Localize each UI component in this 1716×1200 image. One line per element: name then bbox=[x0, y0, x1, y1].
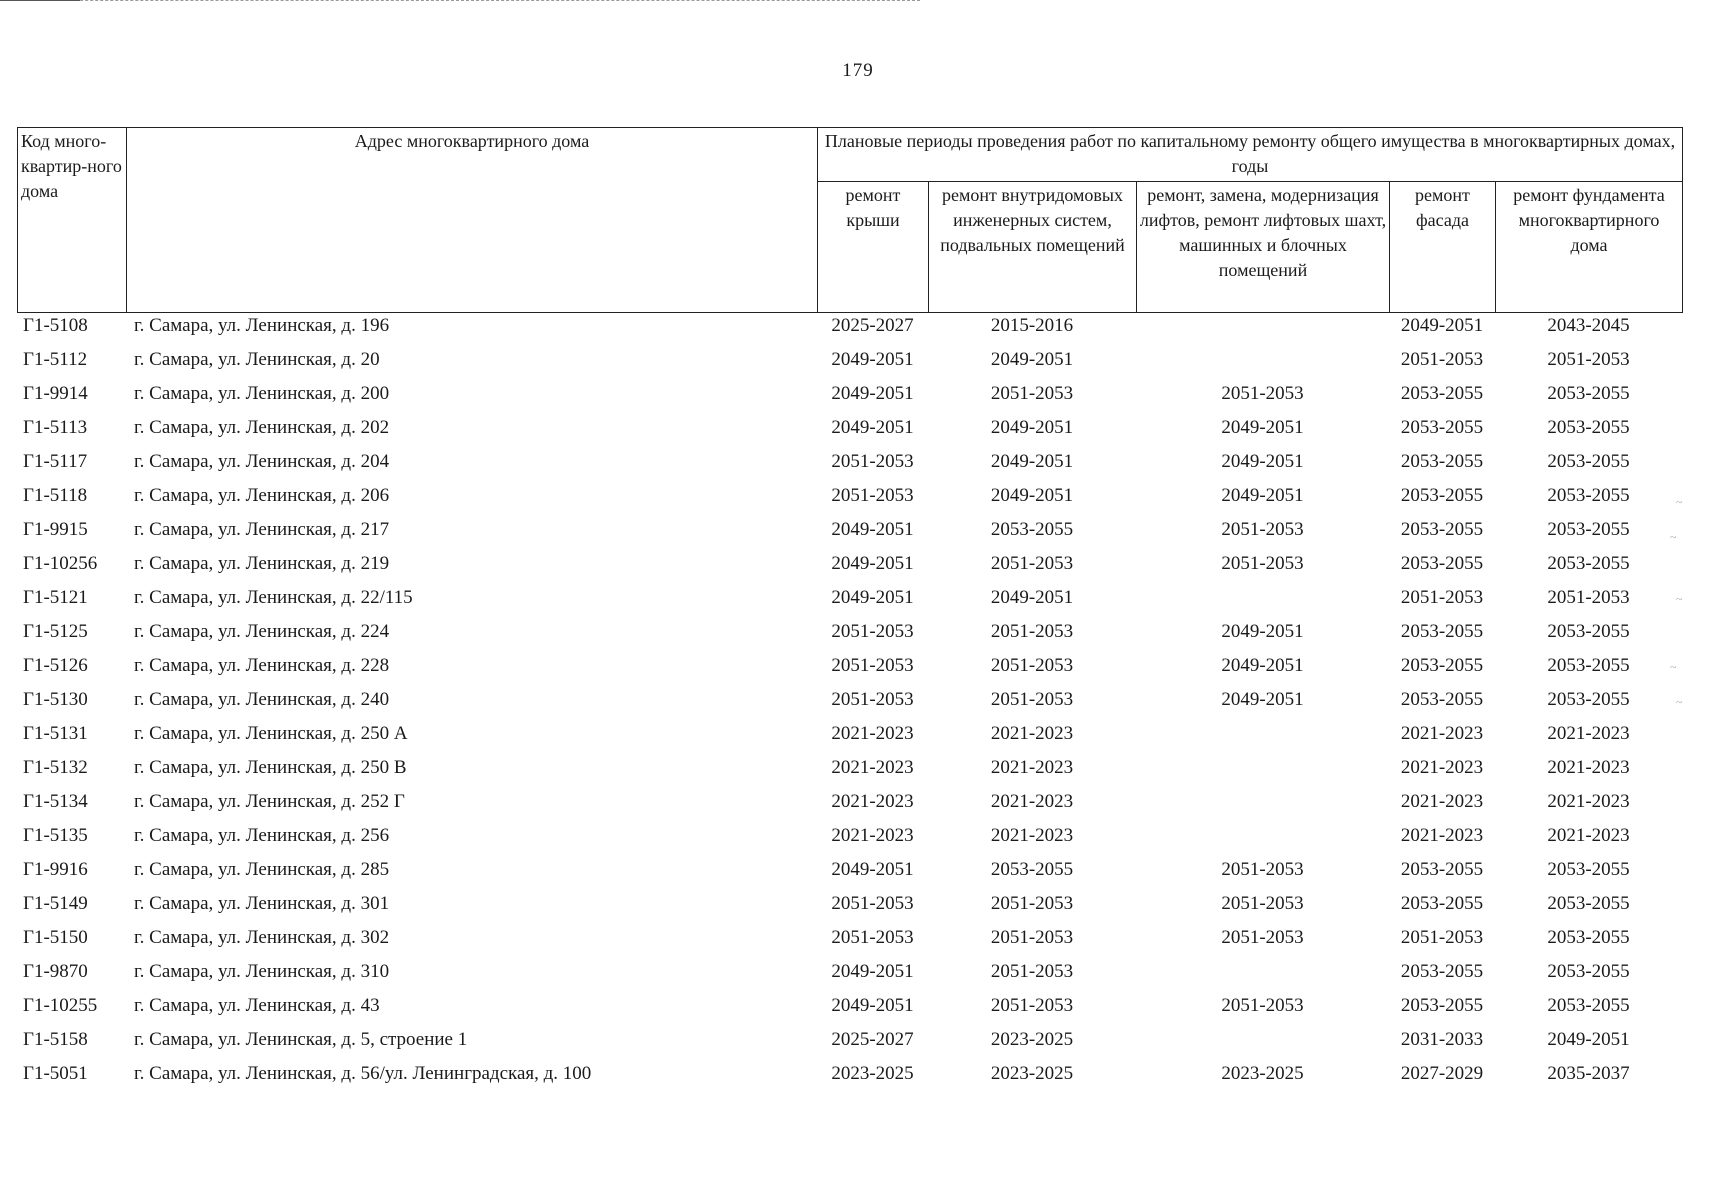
row-engineering-period: 2021-2023 bbox=[990, 757, 1074, 778]
row-facade-period: 2051-2053 bbox=[1400, 349, 1484, 370]
row-engineering-period: 2051-2053 bbox=[990, 927, 1074, 948]
row-code: Г1-9870 bbox=[23, 961, 88, 982]
row-roof-period: 2021-2023 bbox=[831, 825, 914, 846]
row-address: г. Самара, ул. Ленинская, д. 250 В bbox=[134, 757, 407, 778]
row-code: Г1-9916 bbox=[23, 859, 88, 880]
row-facade-period: 2053-2055 bbox=[1400, 621, 1484, 642]
table-row bbox=[17, 751, 1682, 785]
table-row bbox=[17, 683, 1682, 717]
row-elevators-period: 2049-2051 bbox=[1221, 451, 1304, 472]
row-elevators-period bbox=[1136, 343, 1389, 377]
row-engineering-period: 2049-2051 bbox=[990, 451, 1074, 472]
row-address: г. Самара, ул. Ленинская, д. 219 bbox=[134, 553, 390, 574]
row-facade-period: 2021-2023 bbox=[1400, 791, 1484, 812]
row-elevators-period bbox=[1136, 955, 1389, 989]
row-roof-period: 2021-2023 bbox=[831, 791, 914, 812]
row-elevators-period: 2051-2053 bbox=[1221, 995, 1304, 1016]
row-engineering-period: 2051-2053 bbox=[990, 689, 1074, 710]
table-row bbox=[17, 547, 1682, 581]
table-row bbox=[17, 989, 1682, 1023]
row-roof-period: 2049-2051 bbox=[831, 383, 914, 404]
row-foundation-period: 2053-2055 bbox=[1547, 417, 1630, 438]
row-engineering-period: 2051-2053 bbox=[990, 383, 1074, 404]
header-foundation: ремонт фундамента многоквартирного дома bbox=[1496, 182, 1683, 313]
row-foundation-period: 2053-2055 bbox=[1547, 893, 1630, 914]
row-roof-period: 2049-2051 bbox=[831, 349, 914, 370]
row-address: г. Самара, ул. Ленинская, д. 252 Г bbox=[134, 791, 405, 812]
row-address: г. Самара, ул. Ленинская, д. 200 bbox=[134, 383, 390, 404]
table-row bbox=[17, 649, 1682, 683]
table-row bbox=[17, 921, 1682, 955]
row-roof-period: 2049-2051 bbox=[831, 553, 914, 574]
row-facade-period: 2053-2055 bbox=[1400, 961, 1484, 982]
row-engineering-period: 2023-2025 bbox=[990, 1029, 1074, 1050]
row-elevators-period: 2051-2053 bbox=[1221, 927, 1304, 948]
table-row bbox=[17, 1057, 1682, 1091]
row-address: г. Самара, ул. Ленинская, д. 240 bbox=[134, 689, 390, 710]
scan-margin-mark: ~ bbox=[1676, 495, 1683, 509]
table-row bbox=[17, 717, 1682, 751]
scan-margin-mark: ~ bbox=[1670, 660, 1677, 674]
scan-margin-mark: ~ bbox=[1676, 695, 1683, 709]
row-code: Г1-5150 bbox=[23, 927, 88, 948]
row-code: Г1-5131 bbox=[23, 723, 88, 744]
row-engineering-period: 2049-2051 bbox=[990, 587, 1074, 608]
row-roof-period: 2025-2027 bbox=[831, 315, 914, 336]
table-row bbox=[17, 785, 1682, 819]
scan-top-rule bbox=[0, 0, 920, 1]
row-code: Г1-5051 bbox=[23, 1063, 88, 1084]
row-code: Г1-5121 bbox=[23, 587, 88, 608]
row-foundation-period: 2021-2023 bbox=[1547, 723, 1630, 744]
table-row bbox=[17, 513, 1682, 547]
row-address: г. Самара, ул. Ленинская, д. 301 bbox=[134, 893, 390, 914]
table-row bbox=[17, 887, 1682, 921]
row-roof-period: 2051-2053 bbox=[831, 451, 914, 472]
row-engineering-period: 2053-2055 bbox=[990, 859, 1074, 880]
table-row bbox=[17, 479, 1682, 513]
row-facade-period: 2021-2023 bbox=[1400, 825, 1484, 846]
row-code: Г1-5117 bbox=[23, 451, 88, 472]
table-row bbox=[17, 309, 1682, 343]
row-roof-period: 2051-2053 bbox=[831, 621, 914, 642]
page-number: 179 bbox=[842, 60, 874, 81]
row-foundation-period: 2021-2023 bbox=[1547, 791, 1630, 812]
row-foundation-period: 2053-2055 bbox=[1547, 621, 1630, 642]
row-code: Г1-5112 bbox=[23, 349, 88, 370]
row-facade-period: 2049-2051 bbox=[1400, 315, 1484, 336]
row-facade-period: 2021-2023 bbox=[1400, 723, 1484, 744]
row-elevators-period bbox=[1136, 819, 1389, 853]
row-address: г. Самара, ул. Ленинская, д. 204 bbox=[134, 451, 390, 472]
row-engineering-period: 2051-2053 bbox=[990, 893, 1074, 914]
row-facade-period: 2021-2023 bbox=[1400, 757, 1484, 778]
row-code: Г1-9915 bbox=[23, 519, 88, 540]
row-foundation-period: 2053-2055 bbox=[1547, 689, 1630, 710]
row-foundation-period: 2043-2045 bbox=[1547, 315, 1630, 336]
row-engineering-period: 2053-2055 bbox=[990, 519, 1074, 540]
row-code: Г1-5134 bbox=[23, 791, 88, 812]
row-elevators-period: 2051-2053 bbox=[1221, 519, 1304, 540]
row-foundation-period: 2035-2037 bbox=[1547, 1063, 1630, 1084]
row-code: Г1-5108 bbox=[23, 315, 88, 336]
row-code: Г1-5158 bbox=[23, 1029, 88, 1050]
row-elevators-period bbox=[1136, 1023, 1389, 1057]
header-periods-group: Плановые периоды проведения работ по капитальному ремонту общего имущества в многоквартирных домах, годы bbox=[818, 128, 1683, 182]
row-elevators-period bbox=[1136, 717, 1389, 751]
row-engineering-period: 2049-2051 bbox=[990, 349, 1074, 370]
table-row bbox=[17, 445, 1682, 479]
row-address: г. Самара, ул. Ленинская, д. 22/115 bbox=[134, 587, 413, 608]
row-roof-period: 2023-2025 bbox=[831, 1063, 914, 1084]
row-facade-period: 2053-2055 bbox=[1400, 859, 1484, 880]
row-address: г. Самара, ул. Ленинская, д. 256 bbox=[134, 825, 390, 846]
row-roof-period: 2051-2053 bbox=[831, 485, 914, 506]
row-elevators-period bbox=[1136, 581, 1389, 615]
row-roof-period: 2051-2053 bbox=[831, 655, 914, 676]
row-facade-period: 2053-2055 bbox=[1400, 553, 1484, 574]
row-elevators-period: 2049-2051 bbox=[1221, 621, 1304, 642]
data-table bbox=[17, 309, 1682, 1091]
table-row bbox=[17, 615, 1682, 649]
row-facade-period: 2051-2053 bbox=[1400, 587, 1484, 608]
row-address: г. Самара, ул. Ленинская, д. 206 bbox=[134, 485, 390, 506]
header-elevators: ремонт, замена, модернизация лифтов, ремонт лифтовых шахт, машинных и блочных помещений bbox=[1137, 182, 1390, 313]
row-elevators-period: 2049-2051 bbox=[1221, 655, 1304, 676]
row-foundation-period: 2021-2023 bbox=[1547, 757, 1630, 778]
row-elevators-period: 2051-2053 bbox=[1221, 893, 1304, 914]
scan-margin-mark: ~ bbox=[1670, 530, 1677, 544]
table-row bbox=[17, 343, 1682, 377]
row-elevators-period: 2049-2051 bbox=[1221, 417, 1304, 438]
row-address: г. Самара, ул. Ленинская, д. 196 bbox=[134, 315, 390, 336]
row-roof-period: 2049-2051 bbox=[831, 417, 914, 438]
row-code: Г1-9914 bbox=[23, 383, 88, 404]
row-code: Г1-5126 bbox=[23, 655, 88, 676]
row-engineering-period: 2015-2016 bbox=[990, 315, 1074, 336]
row-elevators-period bbox=[1136, 785, 1389, 819]
row-address: г. Самара, ул. Ленинская, д. 202 bbox=[134, 417, 390, 438]
row-engineering-period: 2021-2023 bbox=[990, 791, 1074, 812]
table-row bbox=[17, 411, 1682, 445]
table-row bbox=[17, 853, 1682, 887]
row-foundation-period: 2053-2055 bbox=[1547, 553, 1630, 574]
header-address: Адрес многоквартирного дома bbox=[127, 128, 818, 313]
row-address: г. Самара, ул. Ленинская, д. 285 bbox=[134, 859, 390, 880]
row-roof-period: 2025-2027 bbox=[831, 1029, 914, 1050]
row-foundation-period: 2053-2055 bbox=[1547, 655, 1630, 676]
header-facade: ремонт фасада bbox=[1390, 182, 1496, 313]
row-engineering-period: 2049-2051 bbox=[990, 485, 1074, 506]
row-roof-period: 2051-2053 bbox=[831, 927, 914, 948]
row-foundation-period: 2053-2055 bbox=[1547, 859, 1630, 880]
row-foundation-period: 2051-2053 bbox=[1547, 349, 1630, 370]
row-facade-period: 2053-2055 bbox=[1400, 451, 1484, 472]
row-foundation-period: 2053-2055 bbox=[1547, 383, 1630, 404]
row-address: г. Самара, ул. Ленинская, д. 217 bbox=[134, 519, 390, 540]
row-code: Г1-5132 bbox=[23, 757, 88, 778]
row-facade-period: 2053-2055 bbox=[1400, 519, 1484, 540]
row-elevators-period: 2049-2051 bbox=[1221, 485, 1304, 506]
scan-margin-mark: ~ bbox=[1676, 592, 1683, 606]
row-facade-period: 2053-2055 bbox=[1400, 417, 1484, 438]
row-facade-period: 2051-2053 bbox=[1400, 927, 1484, 948]
row-code: Г1-5125 bbox=[23, 621, 88, 642]
row-roof-period: 2049-2051 bbox=[831, 995, 914, 1016]
row-engineering-period: 2049-2051 bbox=[990, 417, 1074, 438]
row-foundation-period: 2053-2055 bbox=[1547, 451, 1630, 472]
row-foundation-period: 2053-2055 bbox=[1547, 519, 1630, 540]
row-engineering-period: 2051-2053 bbox=[990, 621, 1074, 642]
row-elevators-period: 2049-2051 bbox=[1221, 689, 1304, 710]
row-engineering-period: 2021-2023 bbox=[990, 825, 1074, 846]
row-roof-period: 2021-2023 bbox=[831, 757, 914, 778]
row-roof-period: 2049-2051 bbox=[831, 859, 914, 880]
row-elevators-period: 2051-2053 bbox=[1221, 383, 1304, 404]
row-address: г. Самара, ул. Ленинская, д. 20 bbox=[134, 349, 380, 370]
row-foundation-period: 2051-2053 bbox=[1547, 587, 1630, 608]
row-foundation-period: 2053-2055 bbox=[1547, 961, 1630, 982]
row-elevators-period: 2051-2053 bbox=[1221, 859, 1304, 880]
row-elevators-period: 2051-2053 bbox=[1221, 553, 1304, 574]
table-header bbox=[17, 127, 1683, 313]
row-engineering-period: 2051-2053 bbox=[990, 655, 1074, 676]
row-code: Г1-10256 bbox=[23, 553, 98, 574]
row-elevators-period bbox=[1136, 751, 1389, 785]
table-row bbox=[17, 581, 1682, 615]
row-foundation-period: 2049-2051 bbox=[1547, 1029, 1630, 1050]
row-roof-period: 2049-2051 bbox=[831, 587, 914, 608]
header-engineering: ремонт внутридомовых инженерных систем, подвальных помещений bbox=[929, 182, 1137, 313]
row-facade-period: 2053-2055 bbox=[1400, 383, 1484, 404]
row-code: Г1-5113 bbox=[23, 417, 88, 438]
row-roof-period: 2049-2051 bbox=[831, 519, 914, 540]
row-facade-period: 2053-2055 bbox=[1400, 893, 1484, 914]
header-roof: ремонт крыши bbox=[818, 182, 929, 313]
row-facade-period: 2053-2055 bbox=[1400, 655, 1484, 676]
row-address: г. Самара, ул. Ленинская, д. 250 А bbox=[134, 723, 408, 744]
row-engineering-period: 2051-2053 bbox=[990, 961, 1074, 982]
row-engineering-period: 2023-2025 bbox=[990, 1063, 1074, 1084]
row-code: Г1-5135 bbox=[23, 825, 88, 846]
row-roof-period: 2051-2053 bbox=[831, 689, 914, 710]
row-code: Г1-5130 bbox=[23, 689, 88, 710]
row-roof-period: 2049-2051 bbox=[831, 961, 914, 982]
scan-top-rule-solid bbox=[0, 0, 80, 1]
row-address: г. Самара, ул. Ленинская, д. 56/ул. Ленинградская, д. 100 bbox=[134, 1063, 592, 1084]
row-engineering-period: 2051-2053 bbox=[990, 995, 1074, 1016]
table-row bbox=[17, 955, 1682, 989]
row-address: г. Самара, ул. Ленинская, д. 224 bbox=[134, 621, 390, 642]
row-roof-period: 2021-2023 bbox=[831, 723, 914, 744]
row-facade-period: 2031-2033 bbox=[1400, 1029, 1484, 1050]
table-row bbox=[17, 377, 1682, 411]
row-foundation-period: 2053-2055 bbox=[1547, 485, 1630, 506]
row-facade-period: 2053-2055 bbox=[1400, 995, 1484, 1016]
header-code: Код много-квартир-ного дома bbox=[18, 128, 127, 313]
table-row bbox=[17, 1023, 1682, 1057]
row-facade-period: 2027-2029 bbox=[1400, 1063, 1484, 1084]
row-foundation-period: 2053-2055 bbox=[1547, 995, 1630, 1016]
row-elevators-period bbox=[1136, 309, 1389, 343]
row-address: г. Самара, ул. Ленинская, д. 5, строение 1 bbox=[134, 1029, 468, 1050]
row-facade-period: 2053-2055 bbox=[1400, 485, 1484, 506]
row-foundation-period: 2021-2023 bbox=[1547, 825, 1630, 846]
table-row bbox=[17, 819, 1682, 853]
row-address: г. Самара, ул. Ленинская, д. 302 bbox=[134, 927, 390, 948]
row-roof-period: 2051-2053 bbox=[831, 893, 914, 914]
row-code: Г1-10255 bbox=[23, 995, 98, 1016]
row-elevators-period: 2023-2025 bbox=[1221, 1063, 1304, 1084]
row-code: Г1-5118 bbox=[23, 485, 88, 506]
row-address: г. Самара, ул. Ленинская, д. 310 bbox=[134, 961, 390, 982]
row-facade-period: 2053-2055 bbox=[1400, 689, 1484, 710]
row-foundation-period: 2053-2055 bbox=[1547, 927, 1630, 948]
row-engineering-period: 2021-2023 bbox=[990, 723, 1074, 744]
row-address: г. Самара, ул. Ленинская, д. 43 bbox=[134, 995, 380, 1016]
row-code: Г1-5149 bbox=[23, 893, 88, 914]
row-address: г. Самара, ул. Ленинская, д. 228 bbox=[134, 655, 390, 676]
row-engineering-period: 2051-2053 bbox=[990, 553, 1074, 574]
